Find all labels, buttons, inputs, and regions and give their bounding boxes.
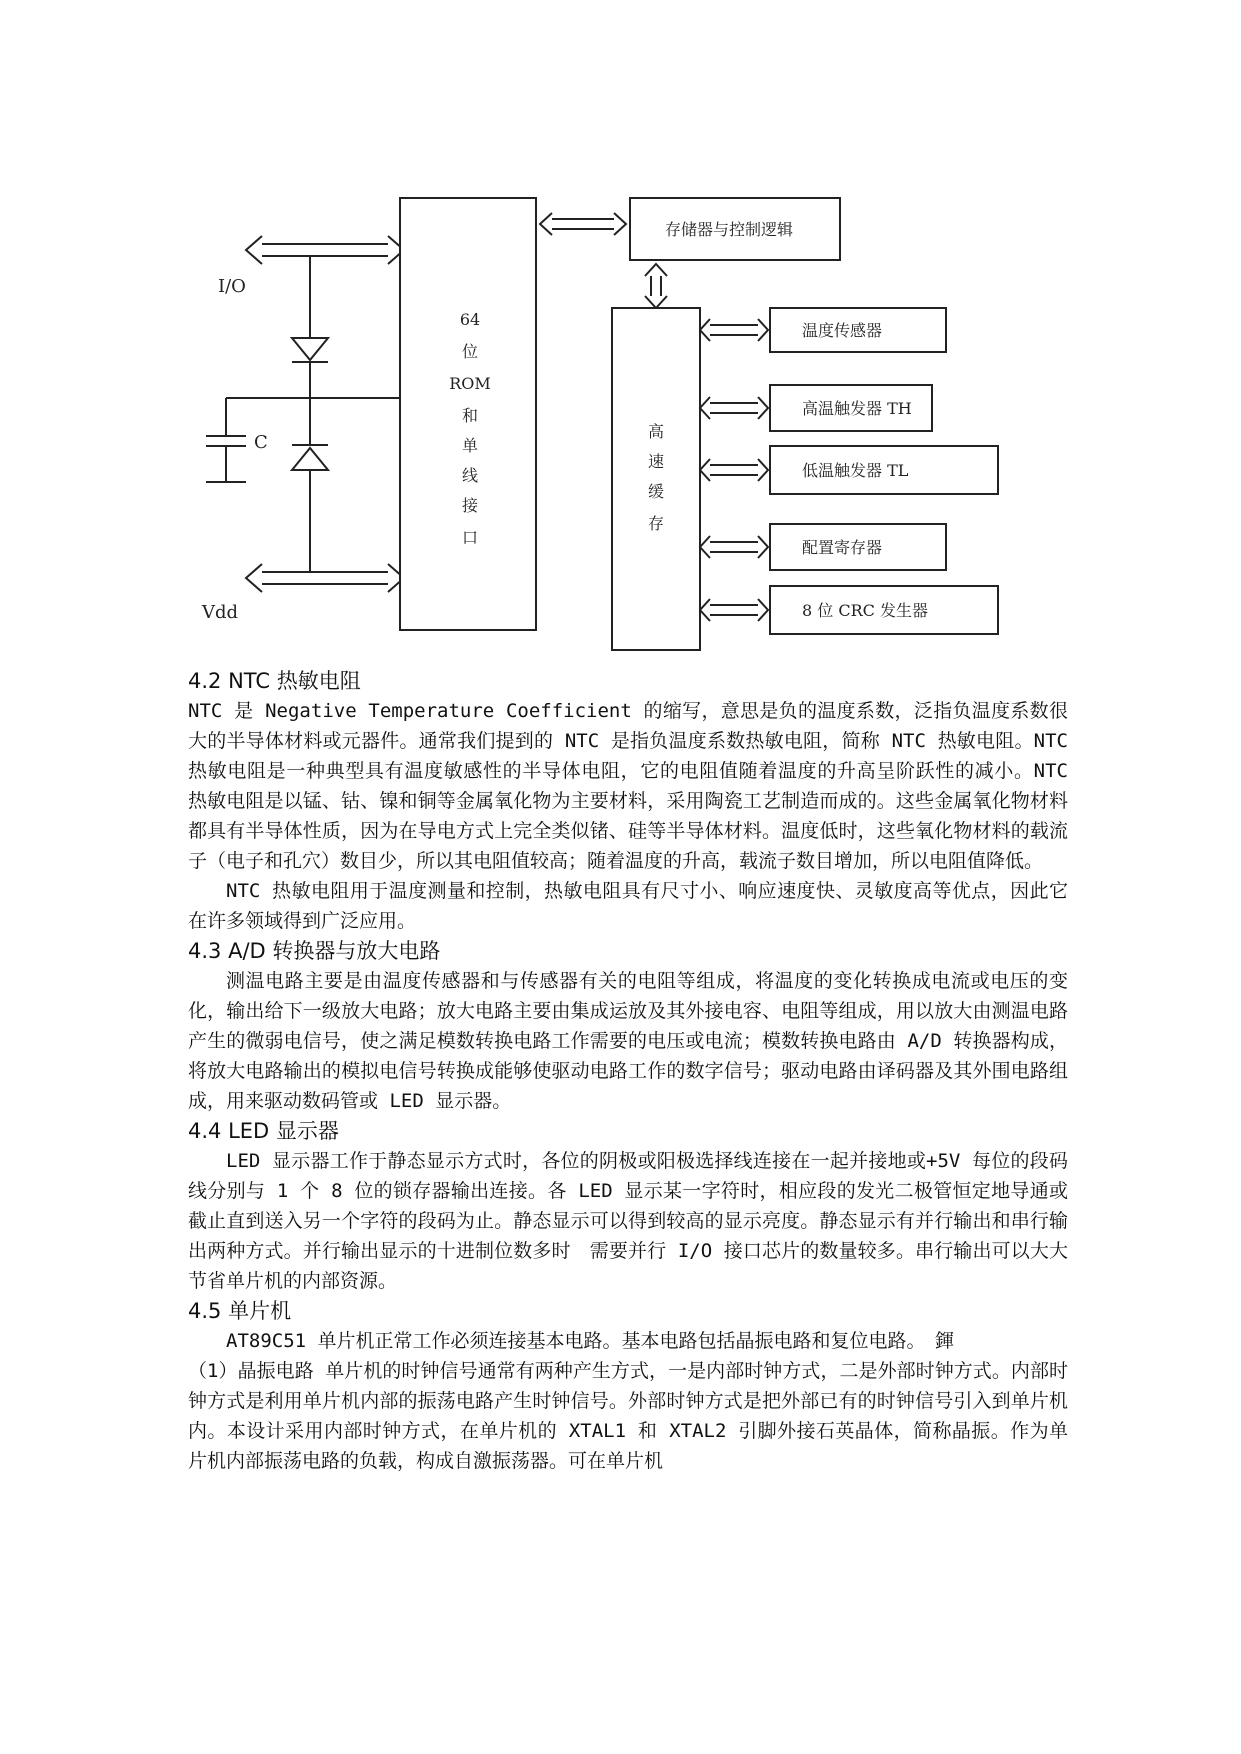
peripheral-label: 8 位 CRC 发生器: [802, 601, 928, 620]
paragraph: （1）晶振电路 单片机的时钟信号通常有两种产生方式，一是内部时钟方式，二是外部时钟方式。内部时钟方式是利用单片机内部的振荡电路产生时钟信号。外部时钟方式是把外部已有的时钟信号引入到单片机内。本设计采用内部时钟方式，在单片机的 XTAL1 和 XTAL2 引脚外接石英晶体，简称晶振。作为单片机内部振荡电路的负载，构成自激振荡器。可在单片机: [188, 1360, 1068, 1472]
body-text: [188, 666, 1068, 1476]
rom-char: ROM: [449, 374, 491, 393]
rom-memory-arrow: [540, 213, 626, 235]
lower-diode-icon: [292, 445, 328, 470]
cache-char: 存: [647, 514, 665, 533]
paragraph: LED 显示器工作于静态显示方式时，各位的阴极或阳极选择线连接在一起并接地或+5V 每位的段码线分别与 1 个 8 位的锁存器输出连接。各 LED 显示某一字符时，相应段的发光二极管恒定地导通或截止直到送入另一个字符的段码为止。静态显示可以得到较高的显示亮度。静态显示有并行输出和串行输出两种方式。并行输出显示的十进制位数多时 需要并行 I/O 接口芯片的数量较多。串行输出可以大大节省单片机的内部资源。: [188, 1150, 1068, 1292]
paragraph: NTC 是 Negative Temperature Coefficient 的缩写，意思是负的温度系数，泛指负温度系数很大的半导体材料或元器件。通常我们提到的 NTC 是指负温度系数热敏电阻，简称 NTC 热敏电阻。NTC 热敏电阻是一种典型具有温度敏感性的半导体电阻，它的电阻值随着温度的升高呈阶跃性的减小。NTC 热敏电阻是以锰、钴、镍和铜等金属氧化物为主要材料，采用陶瓷工艺制造而成的。这些金属氧化物材料都具有半导体性质，因为在导电方式上完全类似锗、硅等半导体材料。温度低时，这些氧化物材料的载流子（电子和孔穴）数目少，所以其电阻值较高；随着温度的升高，载流子数目增加，所以电阻值降低。: [188, 700, 1068, 872]
rom-char: 口: [461, 528, 479, 547]
paragraph: 测温电路主要是由温度传感器和与传感器有关的电阻等组成，将温度的变化转换成电流或电压的变化，输出给下一级放大电路；放大电路主要由集成运放及其外接电容、电阻等组成，用以放大由测温电路产生的微弱电信号，使之满足模数转换电路工作需要的电压或电流；模数转换电路由 A/D 转换器构成，将放大电路输出的模拟电信号转换成能够使驱动电路工作的数字信号；驱动电路由译码器及其外围电路组成，用来驱动数码管或 LED 显示器。: [188, 970, 1068, 1112]
section-heading-ad: 4.3 A/D 转换器与放大电路: [188, 939, 441, 963]
capacitor-label: C: [254, 432, 268, 453]
section-heading-led: 4.4 LED 显示器: [188, 1119, 339, 1143]
vdd-bus-arrow: [246, 564, 404, 592]
upper-diode-icon: [292, 338, 328, 362]
cache-char: 高: [647, 422, 665, 441]
peripheral-label: 高温触发器 TH: [802, 399, 912, 418]
rom-char: 线: [461, 466, 479, 485]
io-bus-arrow: [246, 236, 404, 264]
rom-char: 和: [461, 406, 479, 425]
peripheral-arrows: [700, 319, 768, 621]
rom-char: 接: [461, 496, 479, 515]
peripheral-label: 温度传感器: [802, 321, 883, 340]
io-label: I/O: [218, 276, 246, 297]
cache-char: 缓: [647, 482, 665, 501]
ds18b20-block-diagram: [0, 0, 1241, 660]
peripheral-label: 低温触发器 TL: [802, 461, 909, 480]
section-heading-mcu: 4.5 单片机: [188, 1299, 292, 1323]
rom-char: 单: [461, 436, 479, 455]
cache-char: 速: [647, 452, 665, 471]
section-heading-ntc: 4.2 NTC 热敏电阻: [188, 669, 361, 693]
rom-char: 64: [459, 310, 481, 329]
memory-logic-label: 存储器与控制逻辑: [665, 220, 794, 239]
paragraph: AT89C51 单片机正常工作必须连接基本电路。基本电路包括晶振电路和复位电路。 鍕: [226, 1330, 955, 1352]
rom-char: 位: [461, 342, 479, 361]
peripheral-label: 配置寄存器: [802, 538, 883, 557]
memory-cache-arrow: [645, 264, 667, 308]
cache-block: [612, 308, 700, 650]
paragraph: NTC 热敏电阻用于温度测量和控制，热敏电阻具有尺寸小、响应速度快、灵敏度高等优点，因此它在许多领域得到广泛应用。: [188, 880, 1068, 932]
vdd-label: Vdd: [202, 602, 239, 623]
